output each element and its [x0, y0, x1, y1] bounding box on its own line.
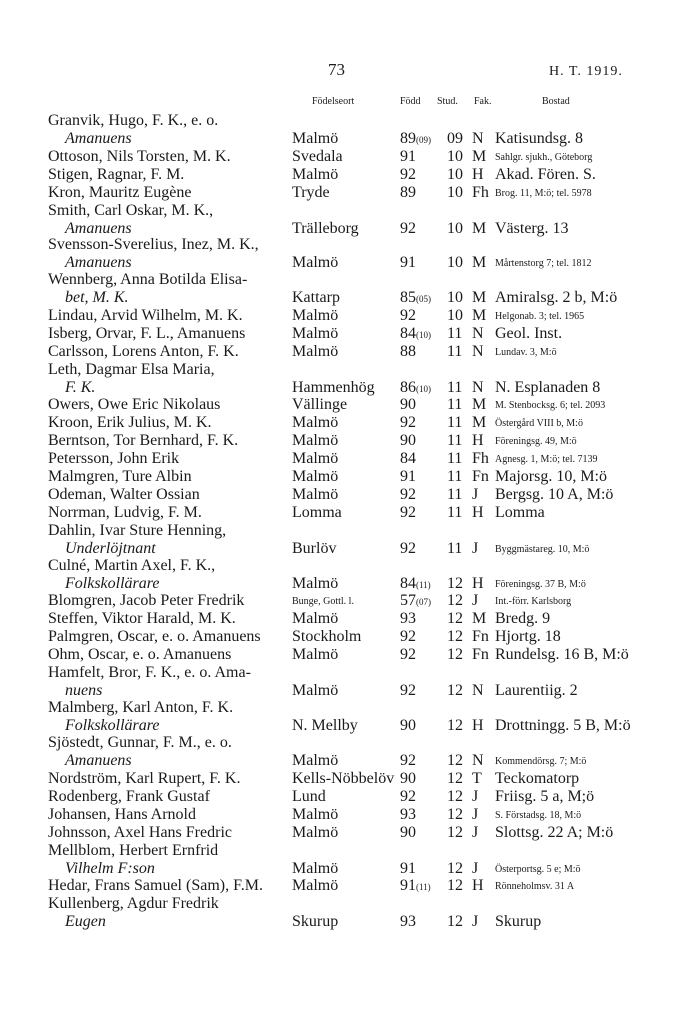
entry-birthplace: Malmö — [292, 575, 339, 592]
entry-faculty: M — [472, 610, 487, 627]
entry-born — [400, 307, 416, 325]
entry-name — [48, 166, 184, 184]
column-header-stud: Stud. — [437, 96, 458, 107]
entry-born-year: 92 — [400, 628, 416, 645]
entry-faculty: N — [472, 752, 484, 769]
entry-born — [400, 325, 431, 343]
entry-stud-year: 12 — [447, 877, 463, 894]
entry-birthplace: Trälleborg — [292, 220, 359, 237]
entry-born — [400, 646, 416, 664]
entry-name — [48, 806, 196, 824]
entry-born-year: 92 — [400, 307, 416, 324]
entry-name — [48, 184, 192, 202]
entry-born-year: 84 — [400, 575, 416, 592]
entry-name — [48, 646, 231, 664]
column-header-birthplace: Födelseort — [312, 96, 355, 107]
entry-name — [48, 664, 251, 700]
entry-name — [48, 610, 236, 628]
entry-stud-year: 12 — [447, 575, 463, 592]
entry-born — [400, 824, 416, 842]
entry-residence: Lomma — [495, 504, 545, 521]
entry-name — [48, 788, 210, 806]
entry-name-line1: Leth, Dagmar Elsa Maria, — [48, 361, 215, 378]
entry-stud-year: 11 — [447, 486, 463, 503]
entry-stud-year: 10 — [447, 307, 463, 324]
entry-stud-year: 11 — [447, 414, 463, 431]
entry-name-line2: Folkskollärare — [65, 717, 160, 734]
entry-stud-year: 12 — [447, 913, 463, 930]
entry-born — [400, 130, 431, 148]
entry-name-line1: Nordström, Karl Rupert, F. K. — [48, 770, 241, 787]
entry-faculty: J — [472, 486, 479, 503]
entry-born-year: 90 — [400, 717, 416, 734]
entry-born — [400, 788, 416, 806]
entry-stud-year: 11 — [447, 325, 463, 342]
entry-name — [48, 202, 213, 238]
entry-faculty: J — [472, 592, 479, 609]
entry-residence: Hjortg. 18 — [495, 628, 561, 645]
entry-faculty: H — [472, 575, 484, 592]
entry-born — [400, 770, 416, 788]
entry-name-line1: Wennberg, Anna Botilda Elisa- — [48, 271, 248, 288]
entry-name-line1: Kroon, Erik Julius, M. K. — [48, 414, 212, 431]
entry-residence: Sahlgr. sjukh., Göteborg — [495, 152, 593, 163]
entry-born-year: 92 — [400, 220, 416, 237]
entry-birthplace: Malmö — [292, 307, 339, 324]
entry-birthplace: Malmö — [292, 860, 339, 877]
entry-name-line2: Folkskollärare — [65, 575, 160, 592]
entry-born-year: 92 — [400, 646, 416, 663]
entry-born — [400, 343, 416, 361]
entry-stud-year: 12 — [447, 824, 463, 841]
entry-residence: Byggmästareg. 10, M:ö — [495, 544, 590, 555]
entry-name-line1: Hedar, Frans Samuel (Sam), F.M. — [48, 877, 263, 894]
entry-birthplace: Vällinge — [292, 396, 348, 413]
entry-stud-year: 12 — [447, 682, 463, 699]
entry-name-line1: Mellblom, Herbert Ernfrid — [48, 842, 219, 859]
entry-name — [48, 877, 263, 895]
entry-born — [400, 166, 416, 184]
entry-stud-year: 11 — [447, 540, 463, 557]
entry-name — [48, 414, 212, 432]
entry-born — [400, 148, 416, 166]
entry-residence: Rönneholmsv. 31 A — [495, 881, 575, 892]
entry-stud-year: 11 — [447, 468, 463, 485]
entry-faculty: H — [472, 504, 484, 521]
entry-name-line1: Kron, Mauritz Eugène — [48, 184, 192, 201]
page-number: 73 — [328, 60, 345, 79]
entry-faculty: J — [472, 806, 479, 823]
entry-residence: Österportsg. 5 e; M:ö — [495, 864, 581, 875]
entry-stud-year: 09 — [447, 130, 463, 147]
entry-name-line1: Odeman, Walter Ossian — [48, 486, 200, 503]
entry-faculty: M — [472, 307, 487, 324]
entry-faculty: J — [472, 913, 479, 930]
entry-faculty: M — [472, 220, 487, 237]
entry-born-year: 91 — [400, 254, 416, 271]
entry-residence: Kommendörsg. 7; M:ö — [495, 756, 587, 767]
entry-residence: Skurup — [495, 913, 542, 930]
entry-residence: Amiralsg. 2 b, M:ö — [495, 289, 618, 306]
entry-name — [48, 895, 219, 931]
entry-stud-year: 10 — [447, 220, 463, 237]
entry-birthplace: Malmö — [292, 166, 339, 183]
entry-born — [400, 877, 431, 895]
entry-birthplace: Svedala — [292, 148, 343, 165]
entry-name-line2: nuens — [65, 682, 103, 699]
entry-name-line1: Malmgren, Ture Albin — [48, 468, 192, 485]
entry-residence: Slottsg. 22 A; M:ö — [495, 824, 614, 841]
entry-name — [48, 557, 215, 593]
entry-name — [48, 592, 244, 610]
entry-birthplace: Tryde — [292, 184, 330, 201]
entry-residence: Föreningsg. 37 B, M:ö — [495, 579, 586, 590]
entry-born — [400, 254, 416, 272]
entry-born — [400, 486, 416, 504]
entry-residence: Helgonab. 3; tel. 1965 — [495, 311, 585, 322]
entry-stud-year: 11 — [447, 343, 463, 360]
entry-stud-year: 12 — [447, 646, 463, 663]
entry-name-line1: Palmgren, Oscar, e. o. Amanuens — [48, 628, 261, 645]
entry-residence: Västerg. 13 — [495, 220, 569, 237]
entry-faculty: M — [472, 414, 487, 431]
entry-born-year: 91 — [400, 860, 416, 877]
entry-birthplace: Kattarp — [292, 289, 340, 306]
entry-birthplace: Lomma — [292, 504, 342, 521]
entry-born-paren: (10) — [416, 384, 431, 394]
entry-born-year: 90 — [400, 396, 416, 413]
entry-name-line1: Steffen, Viktor Harald, M. K. — [48, 610, 236, 627]
entry-born — [400, 414, 416, 432]
entry-born — [400, 752, 416, 770]
entry-birthplace: Malmö — [292, 806, 339, 823]
running-head: H. T. 1919. — [549, 64, 623, 79]
column-header-residence: Bostad — [542, 96, 570, 107]
entry-name — [48, 307, 243, 325]
entry-name — [48, 699, 233, 735]
entry-born-year: 91 — [400, 148, 416, 165]
entry-name-line1: Petersson, John Erik — [48, 450, 180, 467]
entry-name — [48, 824, 232, 842]
entry-born-year: 91 — [400, 877, 416, 894]
entry-born — [400, 628, 416, 646]
entry-birthplace: Malmö — [292, 877, 339, 894]
entry-name — [48, 628, 261, 646]
entry-born-year: 92 — [400, 752, 416, 769]
entry-name-line1: Culné, Martin Axel, F. K., — [48, 557, 216, 574]
entry-name-line1: Carlsson, Lorens Anton, F. K. — [48, 343, 239, 360]
entry-residence: Brog. 11, M:ö; tel. 5978 — [495, 188, 592, 199]
entry-name-line1: Malmberg, Karl Anton, F. K. — [48, 699, 234, 716]
entry-born-year: 92 — [400, 166, 416, 183]
entry-birthplace: N. Mellby — [292, 717, 358, 734]
entry-born-paren: (09) — [416, 135, 431, 145]
entry-born — [400, 379, 431, 397]
entry-born-year: 93 — [400, 610, 416, 627]
entry-stud-year: 12 — [447, 860, 463, 877]
entry-born — [400, 468, 416, 486]
entry-stud-year: 10 — [447, 254, 463, 271]
entry-faculty: N — [472, 379, 484, 396]
entry-birthplace: Malmö — [292, 646, 339, 663]
entry-name — [48, 522, 226, 558]
entry-stud-year: 12 — [447, 610, 463, 627]
column-header-faculty: Fak. — [474, 96, 492, 107]
entry-stud-year: 12 — [447, 806, 463, 823]
entry-born — [400, 504, 416, 522]
entry-name-line1: Ohm, Oscar, e. o. Amanuens — [48, 646, 232, 663]
entry-birthplace: Malmö — [292, 325, 339, 342]
entry-residence: Geol. Inst. — [495, 325, 563, 342]
entry-stud-year: 10 — [447, 166, 463, 183]
entry-birthplace: Kells-Nöbbelöv — [292, 770, 395, 787]
entry-born — [400, 682, 416, 700]
entry-stud-year: 12 — [447, 628, 463, 645]
entry-name-line2: Amanuens — [65, 254, 132, 271]
entry-residence: Majorsg. 10, M:ö — [495, 468, 607, 485]
entry-born-year: 92 — [400, 504, 416, 521]
entry-name — [48, 842, 218, 878]
entry-name-line2: Amanuens — [65, 130, 132, 147]
entry-name-line2: Amanuens — [65, 752, 132, 769]
entry-residence: Laurentiig. 2 — [495, 682, 578, 699]
entry-birthplace: Bunge, Gottl. l. — [292, 596, 354, 607]
entry-birthplace: Malmö — [292, 752, 339, 769]
entry-name-line1: Smith, Carl Oskar, M. K., — [48, 202, 214, 219]
entry-birthplace: Malmö — [292, 682, 339, 699]
entry-name-line1: Dahlin, Ivar Sture Henning, — [48, 522, 227, 539]
entry-birthplace: Malmö — [292, 414, 339, 431]
entry-birthplace: Stockholm — [292, 628, 362, 645]
entry-residence: Mårtenstorg 7; tel. 1812 — [495, 258, 592, 269]
entry-residence: Bredg. 9 — [495, 610, 551, 627]
entry-born-paren: (11) — [416, 580, 431, 590]
entry-residence: Katisundsg. 8 — [495, 130, 583, 147]
entry-stud-year: 11 — [447, 504, 463, 521]
entry-name-line1: Lindau, Arvid Wilhelm, M. K. — [48, 307, 243, 324]
entry-faculty: Fn — [472, 468, 489, 485]
entry-name — [48, 236, 259, 272]
entry-birthplace: Burlöv — [292, 540, 337, 557]
entry-birthplace: Hammenhög — [292, 379, 375, 396]
entry-name-line1: Ottoson, Nils Torsten, M. K. — [48, 148, 231, 165]
entry-residence: Föreningsg. 49, M:ö — [495, 436, 577, 447]
entry-born — [400, 806, 416, 824]
entry-birthplace: Malmö — [292, 450, 339, 467]
entry-stud-year: 10 — [447, 184, 463, 201]
entry-name — [48, 504, 202, 522]
entry-born-year: 92 — [400, 540, 416, 557]
entry-birthplace: Malmö — [292, 254, 339, 271]
entry-born-year: 84 — [400, 325, 416, 342]
entry-faculty: M — [472, 396, 487, 413]
entry-faculty: J — [472, 824, 479, 841]
entry-faculty: N — [472, 130, 484, 147]
entry-name-line1: Isberg, Orvar, F. L., Amanuens — [48, 325, 246, 342]
entry-name — [48, 468, 192, 486]
entry-born-year: 85 — [400, 289, 416, 306]
entry-born-year: 90 — [400, 824, 416, 841]
entry-name-line2: Vilhelm F:son — [65, 860, 155, 877]
entry-faculty: H — [472, 166, 484, 183]
entry-born — [400, 289, 431, 307]
entry-residence: N. Esplanaden 8 — [495, 379, 601, 396]
entry-born-paren: (07) — [416, 597, 431, 607]
entry-name-line1: Berntson, Tor Bernhard, F. K. — [48, 432, 239, 449]
entry-faculty: N — [472, 682, 484, 699]
entry-residence: Rundelsg. 16 B, M:ö — [495, 646, 629, 663]
entry-born-year: 93 — [400, 806, 416, 823]
entry-name — [48, 343, 239, 361]
entry-born-year: 92 — [400, 486, 416, 503]
entry-birthplace: Malmö — [292, 824, 339, 841]
entry-faculty: H — [472, 877, 484, 894]
entry-born — [400, 592, 431, 610]
entry-residence: Östergård VIII b, M:ö — [495, 418, 583, 429]
entry-born — [400, 220, 416, 238]
entry-faculty: J — [472, 788, 479, 805]
entry-stud-year: 12 — [447, 592, 463, 609]
entry-faculty: H — [472, 717, 484, 734]
entry-born — [400, 450, 416, 468]
entry-residence: Friisg. 5 a, M;ö — [495, 788, 595, 805]
entry-name-line2: Amanuens — [65, 220, 132, 237]
entry-birthplace: Malmö — [292, 432, 339, 449]
entry-name-line1: Norrman, Ludvig, F. M. — [48, 504, 202, 521]
entry-born — [400, 184, 416, 202]
entry-name-line1: Svensson-Sverelius, Inez, M. K., — [48, 236, 259, 253]
entry-faculty: M — [472, 289, 487, 306]
entry-name — [48, 770, 240, 788]
entry-name-line1: Kullenberg, Agdur Fredrik — [48, 895, 219, 912]
entry-residence: Bergsg. 10 A, M:ö — [495, 486, 614, 503]
entry-born — [400, 432, 416, 450]
entry-stud-year: 12 — [447, 770, 463, 787]
entry-faculty: N — [472, 325, 484, 342]
entry-name-line1: Rodenberg, Frank Gustaf — [48, 788, 210, 805]
entry-name — [48, 734, 232, 770]
entry-name-line1: Johansen, Hans Arnold — [48, 806, 196, 823]
column-header-born: Född — [400, 96, 421, 107]
entry-faculty: M — [472, 254, 487, 271]
entry-stud-year: 11 — [447, 396, 463, 413]
entry-name — [48, 396, 220, 414]
entry-born-year: 92 — [400, 788, 416, 805]
entry-born-year: 57 — [400, 592, 416, 609]
entry-faculty: J — [472, 860, 479, 877]
entry-birthplace: Lund — [292, 788, 326, 805]
entry-stud-year: 11 — [447, 450, 463, 467]
entry-name — [48, 432, 238, 450]
entry-stud-year: 12 — [447, 752, 463, 769]
entry-faculty: Fn — [472, 646, 489, 663]
entry-born-year: 92 — [400, 414, 416, 431]
entry-residence: Teckomatorp — [495, 770, 580, 787]
entry-born-year: 92 — [400, 682, 416, 699]
entry-name — [48, 361, 215, 397]
entry-birthplace: Malmö — [292, 468, 339, 485]
entry-born-year: 89 — [400, 130, 416, 147]
entry-faculty: T — [472, 770, 482, 787]
entry-born — [400, 860, 416, 878]
entry-born-year: 89 — [400, 184, 416, 201]
entry-name — [48, 271, 247, 307]
entry-born-year: 90 — [400, 432, 416, 449]
entry-birthplace: Malmö — [292, 130, 339, 147]
entry-stud-year: 11 — [447, 432, 463, 449]
entry-born — [400, 610, 416, 628]
entry-name-line1: Blomgren, Jacob Peter Fredrik — [48, 592, 245, 609]
entry-faculty: Fh — [472, 450, 489, 467]
entry-birthplace: Malmö — [292, 486, 339, 503]
entry-stud-year: 10 — [447, 148, 463, 165]
entry-stud-year: 11 — [447, 379, 463, 396]
entry-residence: M. Stenbocksg. 6; tel. 2093 — [495, 400, 606, 411]
entry-residence: Drottningg. 5 B, M:ö — [495, 717, 631, 734]
entry-name-line1: Stigen, Ragnar, F. M. — [48, 166, 185, 183]
entry-born-paren: (11) — [416, 882, 431, 892]
entry-name-line1: Hamfelt, Bror, F. K., e. o. Ama- — [48, 664, 251, 681]
entry-name — [48, 148, 231, 166]
entry-residence: S. Förstadsg. 18, M:ö — [495, 810, 582, 821]
entry-name-line2: Eugen — [65, 913, 106, 930]
entry-name-line1: Johnsson, Axel Hans Fredric — [48, 824, 232, 841]
entry-residence: Akad. Fören. S. — [495, 166, 596, 183]
entry-born-year: 91 — [400, 468, 416, 485]
entry-name-line1: Granvik, Hugo, F. K., e. o. — [48, 112, 219, 129]
entry-name-line2: bet, M. K. — [65, 289, 129, 306]
entry-faculty: M — [472, 148, 487, 165]
entry-residence: Int.-förr. Karlsborg — [495, 596, 572, 607]
entry-name — [48, 486, 200, 504]
entry-residence: Agnesg. 1, M:ö; tel. 7139 — [495, 454, 598, 465]
entry-born — [400, 540, 416, 558]
entry-born-paren: (10) — [416, 330, 431, 340]
entry-birthplace: Malmö — [292, 343, 339, 360]
entry-faculty: Fh — [472, 184, 489, 201]
entry-birthplace: Skurup — [292, 913, 339, 930]
entry-born-year: 86 — [400, 379, 416, 396]
entry-residence: Lundav. 3, M:ö — [495, 347, 557, 358]
entry-born-year: 93 — [400, 913, 416, 930]
entry-name-line1: Sjöstedt, Gunnar, F. M., e. o. — [48, 734, 232, 751]
entry-born — [400, 396, 416, 414]
entry-born — [400, 575, 431, 593]
entry-stud-year: 10 — [447, 289, 463, 306]
entry-name — [48, 325, 245, 343]
entry-name-line2: Underlöjtnant — [65, 540, 156, 557]
entry-name-line1: Owers, Owe Eric Nikolaus — [48, 396, 221, 413]
entry-born-paren: (05) — [416, 294, 431, 304]
entry-born-year: 90 — [400, 770, 416, 787]
entry-birthplace: Malmö — [292, 610, 339, 627]
entry-faculty: Fn — [472, 628, 489, 645]
entry-name — [48, 112, 218, 148]
entry-name — [48, 450, 179, 468]
entry-born — [400, 717, 416, 735]
entry-stud-year: 12 — [447, 717, 463, 734]
entry-faculty: N — [472, 343, 484, 360]
entry-faculty: J — [472, 540, 479, 557]
entry-born — [400, 913, 416, 931]
entry-born-year: 84 — [400, 450, 416, 467]
entry-stud-year: 12 — [447, 788, 463, 805]
entry-faculty: H — [472, 432, 484, 449]
entry-name-line2: F. K. — [65, 379, 96, 396]
entry-born-year: 88 — [400, 343, 416, 360]
